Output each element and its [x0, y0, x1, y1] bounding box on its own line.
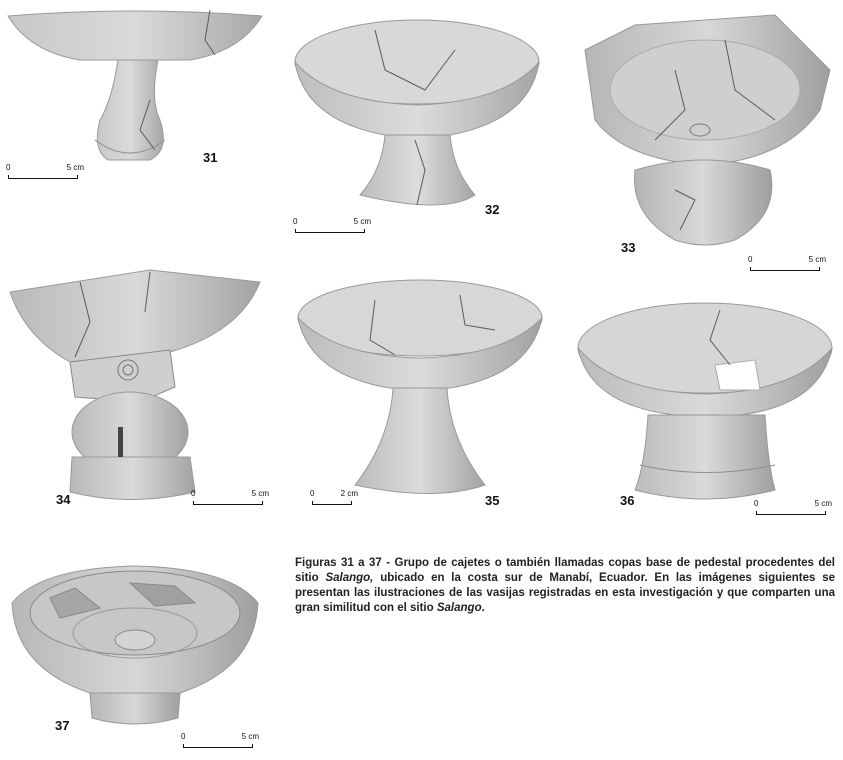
scale-bar [310, 489, 358, 506]
scale-start-label: 0 [181, 732, 186, 741]
scale-start-label: 0 [6, 163, 11, 172]
scale-start-label: 0 [191, 489, 196, 498]
caption-text-part1: - Grupo de cajetes o también llamadas copas base de pedestal procedentes del sitio [295, 557, 835, 584]
scale-end-label: 5 cm [241, 732, 259, 741]
scale-bar [181, 732, 259, 749]
scale-end-label: 5 cm [814, 499, 832, 508]
scale-end-label: 2 cm [340, 489, 358, 498]
vessel-34-photo [0, 262, 270, 507]
scale-bar [754, 499, 832, 516]
figure-number: 31 [203, 150, 218, 165]
figure-33 [575, 10, 840, 275]
figure-34 [0, 262, 270, 522]
scale-start-label: 0 [754, 499, 759, 508]
scale-bar [191, 489, 269, 506]
scale-bar [748, 255, 826, 272]
figure-number: 37 [55, 718, 70, 733]
scale-start-label: 0 [293, 217, 298, 226]
figure-35 [285, 270, 555, 520]
vessel-31-photo [0, 0, 270, 190]
vessel-35-photo [285, 270, 555, 510]
scale-bar [293, 217, 371, 234]
figure-number: 33 [621, 240, 636, 255]
scale-bar [6, 163, 84, 180]
scale-end-label: 5 cm [66, 163, 84, 172]
scale-end-label: 5 cm [251, 489, 269, 498]
figure-number: 34 [56, 492, 71, 507]
caption-text-part2: ubicado en la costa sur de Manabí, Ecuador. En las imágenes siguientes se presentan las ilustraciones de las vasijas registradas en esta investigación y que comparten una gran similitud con el sitio [295, 572, 836, 614]
figure-number: 32 [485, 202, 500, 217]
vessel-32-photo [285, 10, 550, 230]
scale-end-label: 5 cm [808, 255, 826, 264]
scale-end-label: 5 cm [353, 217, 371, 226]
caption-site-name: Salango [436, 602, 482, 614]
scale-start-label: 0 [310, 489, 315, 498]
figure-number: 36 [620, 493, 635, 508]
figure-number: 35 [485, 493, 500, 508]
vessel-33-photo [575, 10, 840, 260]
caption-text-part3: . [481, 602, 485, 614]
figure-37 [0, 558, 270, 758]
scale-start-label: 0 [748, 255, 753, 264]
caption-lead: Figuras 31 a 37 [295, 557, 382, 569]
figure-36 [570, 290, 840, 525]
figure-32 [285, 10, 550, 240]
caption-site-name: Salango, [325, 572, 374, 584]
figure-caption [295, 556, 835, 616]
vessel-36-photo [570, 290, 840, 515]
vessel-37-photo [0, 558, 270, 733]
figure-31 [0, 0, 270, 190]
